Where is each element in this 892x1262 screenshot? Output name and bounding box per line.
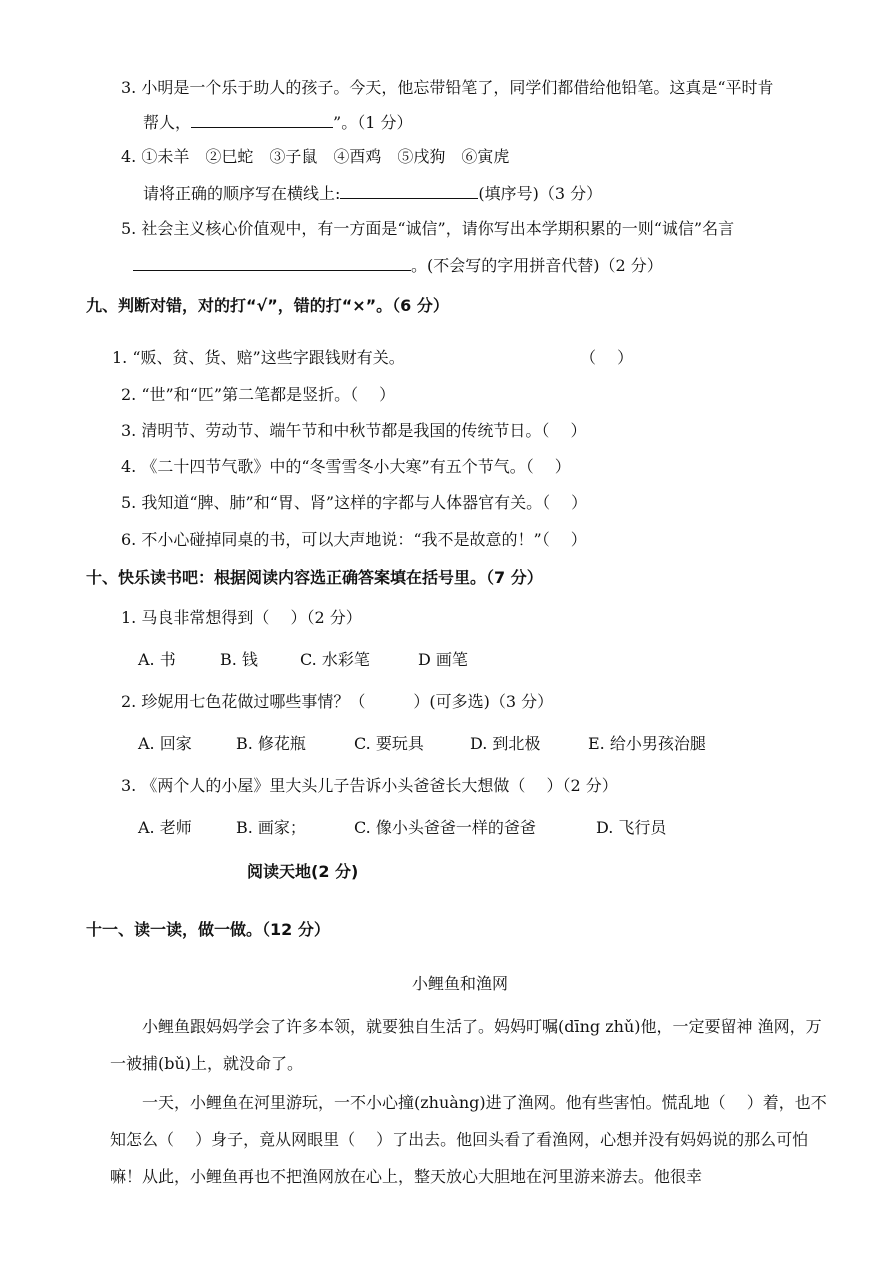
- q10-q2-option-a[interactable]: A. 回家: [138, 734, 192, 753]
- q9-item-1-paren[interactable]: （ ）: [580, 348, 634, 367]
- q8-item4-line1: 4. ①未羊 ②巳蛇 ③子鼠 ④酉鸡 ⑤戌狗 ⑥寅虎: [121, 147, 510, 166]
- q10-question-1: 1. 马良非常想得到（ ）（2 分）: [121, 608, 362, 627]
- q8-item3-suffix: ”。（1 分）: [333, 113, 413, 132]
- q8-item3-prefix: 帮人，: [143, 113, 192, 132]
- story-title: 小鲤鱼和渔网: [412, 974, 509, 993]
- q10-q1-option-d[interactable]: D 画笔: [418, 650, 468, 669]
- q8-item5-suffix: 。(不会写的字用拼音代替)（2 分）: [411, 256, 663, 275]
- reading-section-heading: 阅读天地(2 分): [247, 862, 359, 881]
- q8-item4-answer-blank[interactable]: [340, 182, 478, 199]
- q8-item4-suffix: (填序号)（3 分）: [478, 184, 603, 203]
- q8-item3-line1: 3. 小明是一个乐于助人的孩子。今天，他忘带铅笔了，同学们都借给他铅笔。这真是“平时肯: [121, 78, 774, 97]
- story-paragraph-2: 一天，小鲤鱼在河里游玩，一不小心撞(zhuàng)进了渔网。他有些害怕。慌乱地（ ）着，也不知怎么（ ）身子，竟从网眼里（ ）了出去。他回头看了看渔网，心想并没有妈妈说的那么可怕嘛！从此，小鲤鱼再也不把渔网放在心上，整天放心大胆地在河里游来游去。他很幸: [110, 1093, 827, 1186]
- q8-item4-line2: [143, 182, 602, 205]
- q10-q3-option-b[interactable]: B. 画家；: [236, 818, 306, 837]
- q9-item-5: 5. 我知道“脾、肺”和“胃、肾”这样的字都与人体器官有关。（ ）: [121, 493, 588, 512]
- q10-question-3: 3. 《两个人的小屋》里大头儿子告诉小头爸爸长大想做（ ）（2 分）: [121, 776, 618, 795]
- q10-title: 十、快乐读书吧：根据阅读内容选正确答案填在括号里。（7 分）: [86, 568, 543, 587]
- q9-item-4: 4. 《二十四节气歌》中的“冬雪雪冬小大寒”有五个节气。（ ）: [121, 457, 571, 476]
- q8-item5-line1: 5. 社会主义核心价值观中，有一方面是“诚信”，请你写出本学期积累的一则“诚信”名言: [121, 219, 735, 238]
- q10-q1-option-a[interactable]: A. 书: [138, 650, 176, 669]
- q10-q2-option-e[interactable]: E. 给小男孩治腿: [588, 734, 706, 753]
- q11-title: 十一、读一读，做一做。（12 分）: [86, 920, 330, 939]
- q8-item5-line2: [133, 254, 663, 277]
- q9-item-2: 2. “世”和“匹”第二笔都是竖折。（ ）: [121, 385, 396, 404]
- q10-q3-options: [138, 817, 666, 839]
- q10-q1-option-b[interactable]: B. 钱: [220, 650, 258, 669]
- q10-q2-option-d[interactable]: D. 到北极: [470, 734, 541, 753]
- q10-q2-option-b[interactable]: B. 修花瓶: [236, 734, 306, 753]
- q10-q3-option-c[interactable]: C. 像小头爸爸一样的爸爸: [354, 818, 536, 837]
- q10-q1-options: [138, 649, 468, 671]
- q8-item5-answer-blank[interactable]: [133, 254, 411, 271]
- q10-q3-option-a[interactable]: A. 老师: [138, 818, 192, 837]
- q10-q2-options: [138, 733, 706, 755]
- q10-q3-option-d[interactable]: D. 飞行员: [596, 818, 667, 837]
- q9-item-3: 3. 清明节、劳动节、端午节和中秋节都是我国的传统节日。（ ）: [121, 421, 587, 440]
- q9-title: 九、判断对错，对的打“√”，错的打“×”。（6 分）: [86, 296, 449, 315]
- q9-item-1: 1. “贩、贫、货、赔”这些字跟钱财有关。: [112, 348, 405, 367]
- q9-item-6: 6. 不小心碰掉同桌的书，可以大声地说：“我不是故意的！”（ ）: [121, 530, 587, 549]
- q10-q2-option-c[interactable]: C. 要玩具: [354, 734, 424, 753]
- q10-question-2: 2. 珍妮用七色花做过哪些事情？（ ）(可多选)（3 分）: [121, 692, 554, 711]
- q8-item3-line2: [143, 111, 412, 134]
- q8-item3-answer-blank[interactable]: [191, 111, 333, 128]
- q10-q1-option-c[interactable]: C. 水彩笔: [300, 650, 370, 669]
- story-paragraph-1: 小鲤鱼跟妈妈学会了许多本领，就要独自生活了。妈妈叮嘱(dīng zhǔ)他，一定要留神 渔网，万一被捕(bǔ)上，就没命了。: [110, 1017, 822, 1073]
- q8-item4-prefix: 请将正确的顺序写在横线上:: [143, 184, 341, 203]
